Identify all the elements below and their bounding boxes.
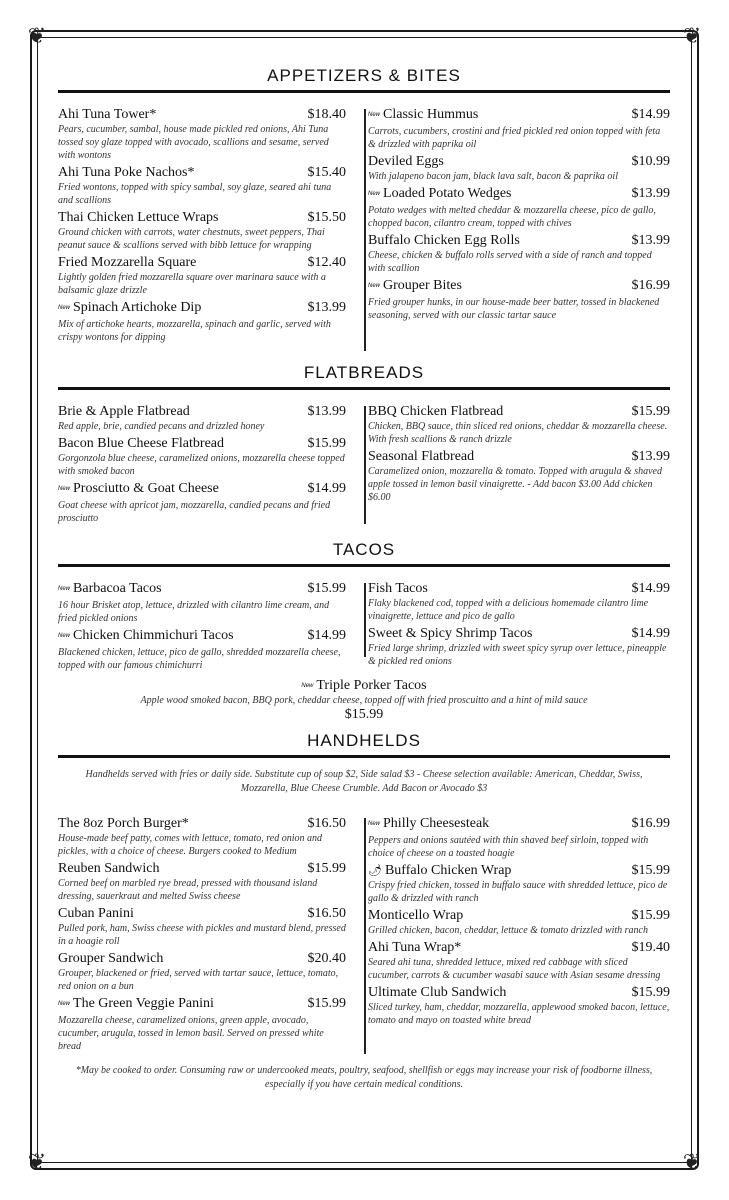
menu-content <box>58 64 670 1092</box>
right-column <box>354 581 670 675</box>
menu-item <box>368 186 670 230</box>
flatbreads-columns <box>58 404 670 528</box>
item-name: Brie & Apple Flatbread <box>58 404 190 419</box>
section-title: FLATBREADS <box>303 363 425 382</box>
item-description: With jalapeno bacon jam, black lava salt, bacon & paprika oil <box>368 171 618 182</box>
item-price: $16.99 <box>631 278 670 293</box>
item-name: Loaded Potato Wedges <box>383 186 512 201</box>
section-rule <box>58 564 670 567</box>
item-price: $15.99 <box>307 436 346 451</box>
item-name: Philly Cheesesteak <box>383 816 490 831</box>
item-price: $14.99 <box>631 107 670 122</box>
item-name: Fried Mozzarella Square <box>58 255 197 270</box>
appetizers-section <box>58 64 670 347</box>
new-badge: New <box>58 486 71 492</box>
item-price: $15.99 <box>307 996 346 1011</box>
menu-item <box>58 300 346 344</box>
new-badge: New <box>368 283 381 289</box>
handhelds-columns <box>58 816 670 1056</box>
item-description: Pulled pork, ham, Swiss cheese with pickles and mustard blend, pressed in a hoagie roll <box>58 923 346 947</box>
item-name: Seasonal Flatbread <box>368 449 475 464</box>
menu-item <box>58 165 346 207</box>
new-badge: New <box>58 633 71 639</box>
menu-item <box>58 861 346 903</box>
menu-item <box>368 404 670 446</box>
flatbreads-section <box>58 361 670 528</box>
new-badge: New <box>368 191 381 197</box>
item-name: Ahi Tuna Wrap* <box>368 940 462 955</box>
item-price: $13.99 <box>307 300 346 315</box>
item-description: Pears, cucumber, sambal, house made pickled red onions, Ahi Tuna tossed soy glaze topped with avocado, scallions and sesame, served with wontons <box>58 124 329 161</box>
item-price: $15.99 <box>631 404 670 419</box>
item-name: Fish Tacos <box>368 581 428 596</box>
item-description: Seared ahi tuna, shredded lettuce, mixed red cabbage with sliced cucumber, carrots & cucumber wasabi sauce with Asian sesame dressing <box>368 957 661 981</box>
section-rule <box>58 90 670 93</box>
menu-item <box>368 626 670 668</box>
menu-item <box>58 255 346 297</box>
item-name: Classic Hummus <box>383 107 479 122</box>
item-description: Fried wontons, topped with spicy sambal, soy glaze, seared ahi tuna and scallions <box>58 182 332 206</box>
item-price: $14.99 <box>631 626 670 641</box>
item-description: Grilled chicken, bacon, cheddar, lettuce & tomato drizzled with ranch <box>368 925 648 936</box>
item-description: Corned beef on marbled rye bread, pressed with thousand island dressing, sauerkraut and melted Swiss cheese <box>58 878 318 902</box>
column-divider <box>364 583 366 657</box>
item-price: $12.40 <box>307 255 346 270</box>
right-column <box>354 816 670 1056</box>
item-name: Thai Chicken Lettuce Wraps <box>58 210 219 225</box>
chili-pepper-icon: 🌶 <box>368 865 382 877</box>
left-column <box>58 816 354 1056</box>
item-description: Fried large shrimp, drizzled with sweet spicy syrup over lettuce, pineapple & pickled red onions <box>368 643 667 667</box>
item-price: $13.99 <box>307 404 346 419</box>
item-description: House-made beef patty, comes with lettuce, tomato, red onion and pickles, with a choice of cheese. Burgers cooked to Medium <box>58 833 323 857</box>
menu-item <box>58 210 346 252</box>
column-divider <box>364 406 366 524</box>
new-badge: New <box>301 683 314 689</box>
item-description: Goat cheese with apricot jam, mozzarella, candied pecans and fried prosciutto <box>58 500 331 524</box>
menu-item <box>58 906 346 948</box>
item-price: $13.99 <box>631 186 670 201</box>
item-description: Blackened chicken, lettuce, pico de gallo, shredded mozzarella cheese, topped with our famous chimichurri <box>58 647 341 671</box>
item-description: Grouper, blackened or fried, served with tartar sauce, lettuce, tomato, red onion on a bun <box>58 968 339 992</box>
handhelds-section <box>58 729 670 1056</box>
item-description: Gorgonzola blue cheese, caramelized onions, mozzarella cheese topped with smoked bacon <box>58 453 345 477</box>
item-name: Deviled Eggs <box>368 154 444 169</box>
item-name: Ahi Tuna Tower* <box>58 107 157 122</box>
item-description: Chicken, BBQ sauce, thin sliced red onions, cheddar & mozzarella cheese. With fresh scallions & ranch drizzle <box>368 421 668 445</box>
left-column <box>58 581 354 675</box>
item-name: Grouper Bites <box>383 278 462 293</box>
item-name: BBQ Chicken Flatbread <box>368 404 504 419</box>
item-price: $15.50 <box>307 210 346 225</box>
section-title: HANDHELDS <box>307 731 421 750</box>
item-description: Mozzarella cheese, caramelized onions, green apple, avocado, cucumber, arugula, tossed in lemon basil. Served on pressed white bread <box>58 1015 324 1052</box>
item-name: Prosciutto & Goat Cheese <box>73 481 219 496</box>
menu-item <box>368 449 670 504</box>
ornament-icon: ❦ <box>27 1150 47 1175</box>
item-description: Crispy fried chicken, tossed in buffalo sauce with shredded lettuce, pico de gallo & drizzled with ranch <box>368 880 668 904</box>
item-description: Potato wedges with melted cheddar & mozzarella cheese, pico de gallo, chopped bacon, cilantro cream, topped with chives <box>368 205 656 229</box>
menu-item <box>58 436 346 478</box>
item-description: Apple wood smoked bacon, BBQ pork, cheddar cheese, topped off with fried proscuitto and a hint of mild sauce <box>140 695 588 706</box>
item-name: Ultimate Club Sandwich <box>368 985 507 1000</box>
left-column <box>58 107 354 347</box>
item-price: $15.99 <box>307 861 346 876</box>
item-price: $19.40 <box>631 940 670 955</box>
item-description: Flaky blackened cod, topped with a delicious homemade cilantro lime vinaigrette, lettuce and pico de gallo <box>368 598 649 622</box>
item-price: $20.40 <box>307 951 346 966</box>
column-divider <box>364 818 366 1054</box>
menu-item <box>58 951 346 993</box>
item-name: Barbacoa Tacos <box>73 581 162 596</box>
menu-item <box>58 404 346 433</box>
item-description: Red apple, brie, candied pecans and drizzled honey <box>58 421 265 432</box>
menu-item <box>368 863 670 905</box>
menu-item <box>368 154 670 183</box>
menu-item <box>368 581 670 623</box>
item-description: Caramelized onion, mozzarella & tomato. Topped with arugula & shaved apple tossed in lemon basil vinaigrette. - Add bacon $3.00 Add chicken $6.00 <box>368 466 662 503</box>
menu-item <box>368 940 670 982</box>
item-price: $18.40 <box>307 107 346 122</box>
section-rule <box>58 755 670 758</box>
item-name: Chicken Chimmichuri Tacos <box>73 628 234 643</box>
handhelds-note: Handhelds served with fries or daily side. Substitute cup of soup $2, Side salad $3 - Cheese selection available: American, Cheddar, Swiss, Mozzarella, Blue Cheese Crumble. Add Bacon or Avocado $3 <box>85 769 643 794</box>
item-price: $14.99 <box>631 581 670 596</box>
ornament-icon: ❦ <box>682 24 702 49</box>
menu-item <box>58 481 346 525</box>
menu-item <box>368 107 670 151</box>
item-price: $13.99 <box>631 233 670 248</box>
foodborne-illness-disclaimer: *May be cooked to order. Consuming raw or undercooked meats, poultry, seafood, shellfish or eggs may increase your risk of foodborne illness, especially if you have certain medical conditions. <box>75 1065 653 1090</box>
item-name: Buffalo Chicken Wrap <box>384 863 512 878</box>
menu-item <box>368 233 670 275</box>
new-badge: New <box>58 305 71 311</box>
right-column <box>354 404 670 528</box>
menu-item <box>368 985 670 1027</box>
item-price: $14.99 <box>307 628 346 643</box>
new-badge: New <box>368 821 381 827</box>
new-badge: New <box>58 1001 71 1007</box>
item-name: Buffalo Chicken Egg Rolls <box>368 233 520 248</box>
left-column <box>58 404 354 528</box>
item-name: Cuban Panini <box>58 906 134 921</box>
item-description: Carrots, cucumbers, crostini and fried pickled red onion topped with feta & drizzled with paprika oil <box>368 126 661 150</box>
item-price: $16.50 <box>307 906 346 921</box>
item-price: $15.99 <box>344 707 384 722</box>
menu-item <box>58 996 346 1053</box>
item-name: Ahi Tuna Poke Nachos* <box>58 165 195 180</box>
section-rule <box>58 387 670 390</box>
item-name: The 8oz Porch Burger* <box>58 816 189 831</box>
item-price: $14.99 <box>307 481 346 496</box>
item-description: Fried grouper hunks, in our house-made beer batter, tossed in blackened seasoning, served with our classic tartar sauce <box>368 297 660 321</box>
ornament-icon: ❦ <box>27 24 47 49</box>
tacos-columns <box>58 581 670 675</box>
item-price: $15.99 <box>631 985 670 1000</box>
item-name: Bacon Blue Cheese Flatbread <box>58 436 225 451</box>
item-description: Ground chicken with carrots, water chestnuts, sweet peppers, Thai peanut sauce & scallions served with bibb lettuce for wrapping <box>58 227 325 251</box>
new-badge: New <box>368 112 381 118</box>
item-name: Spinach Artichoke Dip <box>73 300 202 315</box>
item-name: Grouper Sandwich <box>58 951 164 966</box>
item-name: Triple Porker Tacos <box>316 678 427 693</box>
item-price: $10.99 <box>631 154 670 169</box>
item-description: Cheese, chicken & buffalo rolls served with a side of ranch and topped with scallion <box>368 250 652 274</box>
item-price: $13.99 <box>631 449 670 464</box>
ornament-icon: ❦ <box>682 1150 702 1175</box>
item-description: Peppers and onions sautéed with thin shaved beef sirloin, topped with choice of cheese on a toasted hoagie <box>368 835 649 859</box>
menu-item <box>368 278 670 322</box>
menu-item <box>368 816 670 860</box>
menu-item <box>368 908 670 937</box>
item-name: Monticello Wrap <box>368 908 464 923</box>
menu-item <box>58 107 346 162</box>
item-price: $15.40 <box>307 165 346 180</box>
item-name: Reuben Sandwich <box>58 861 160 876</box>
column-divider <box>364 109 366 351</box>
tacos-section <box>58 538 670 723</box>
new-badge: New <box>58 586 71 592</box>
item-description: 16 hour Brisket atop, lettuce, drizzled with cilantro lime cream, and fried pickled onions <box>58 600 330 624</box>
item-price: $15.99 <box>307 581 346 596</box>
item-price: $15.99 <box>631 908 670 923</box>
item-price: $15.99 <box>631 863 670 878</box>
item-description: Lightly golden fried mozzarella square over marinara sauce with a balsamic glaze drizzle <box>58 272 326 296</box>
menu-item <box>58 816 346 858</box>
item-description: Mix of artichoke hearts, mozzarella, spinach and garlic, served with crispy wontons for dipping <box>58 319 331 343</box>
section-title: APPETIZERS & BITES <box>267 66 461 85</box>
right-column <box>354 107 670 347</box>
item-name: The Green Veggie Panini <box>73 996 214 1011</box>
appetizers-columns <box>58 107 670 347</box>
item-price: $16.99 <box>631 816 670 831</box>
menu-item-triple-porker-tacos <box>58 678 670 723</box>
item-price: $16.50 <box>307 816 346 831</box>
section-title: TACOS <box>332 540 396 559</box>
item-description: Sliced turkey, ham, cheddar, mozzarella, applewood smoked bacon, lettuce, tomato and mayo on toasted white bread <box>368 1002 670 1026</box>
item-name: Sweet & Spicy Shrimp Tacos <box>368 626 533 641</box>
menu-item <box>58 628 346 672</box>
menu-item <box>58 581 346 625</box>
